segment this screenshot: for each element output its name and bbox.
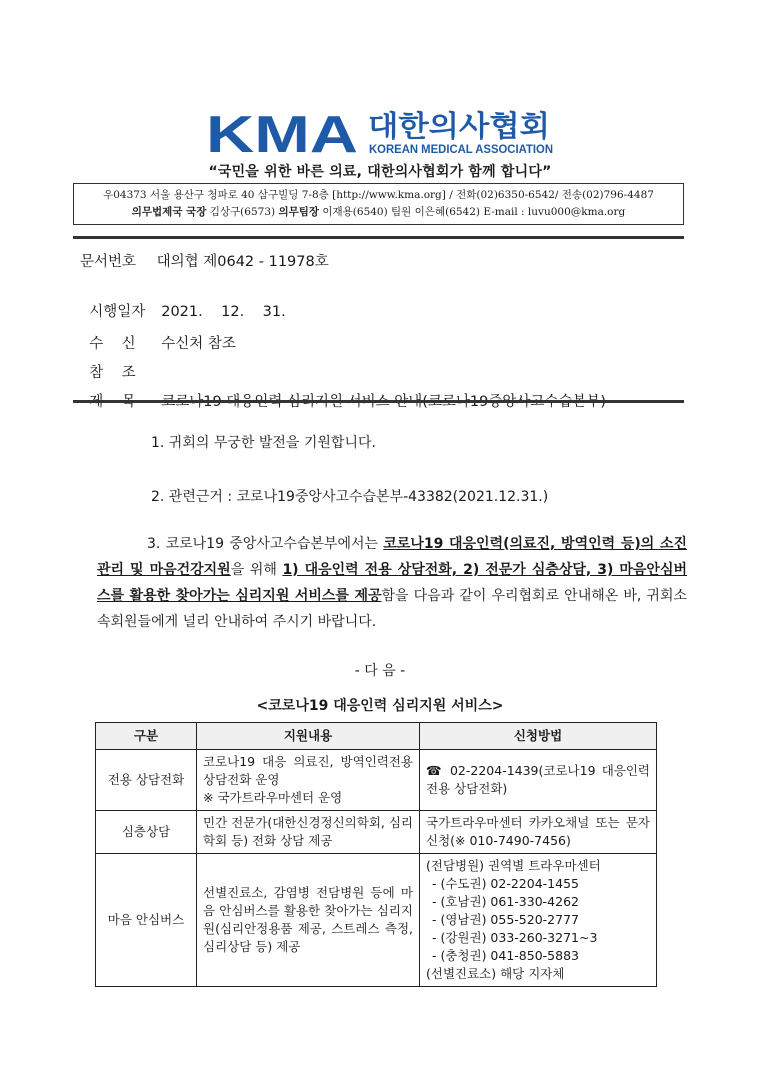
method-head: (전담병원) 권역별 트라우마센터 [426,858,601,873]
team-label: 의무팀장 [278,206,320,218]
dept-head: 김상구(6573) [209,206,276,218]
table-header-row [96,723,657,750]
row-method: 국가트라우마센터 카카오채널 또는 문자 신청(※ 010-7490-7456) [420,811,657,854]
p3-intro: 3. 코로나19 중앙사고수습본부에서는 [147,536,384,552]
kma-logo [206,108,566,158]
next-heading: - 다 음 - [354,663,406,679]
header-divider-top [73,236,684,239]
date-value: 2021. 12. 31. [161,304,286,320]
row-content: 민간 전문가(대한신경정신의학회, 심리학회 등) 전화 상담 제공 [197,811,420,854]
date-label: 시행일자 [89,304,146,320]
paragraph-3 [97,531,687,635]
header-category: 구분 [96,723,197,750]
p3-emphasis-2: 1) 대응인력 전용 상담전화, 2) 전문가 심층상담, 3) 마음안심버스를 활용한 찾아가는 심리지원 서비스를 제공 [97,562,687,604]
header-method: 신청방법 [420,723,657,750]
dept-label: 의무법제국 국장 [131,206,207,218]
recipient-value: 수신처 참조 [161,336,236,352]
reference-label: 참 조 [89,365,136,381]
row-category: 마음 안심버스 [96,854,197,987]
address-line: 우04373 서울 용산구 청파로 40 삼구빌딩 7-8층 [http://www.kma.org] / 전화(02)6350-6542/ 전송(02)796-4487 [103,189,654,201]
p3-emphasis-1: 코로나19 대응인력(의료진, 방역인력 등)의 소진관리 및 마음건강지원 [97,536,687,578]
doc-number-label: 문서번호 [80,254,137,270]
org-name-en: KOREAN MEDICAL ASSOCIATION [369,144,553,156]
subject-row [80,374,606,411]
method-line: - (수도권) 02-2204-1455 [432,876,579,891]
header-divider-bottom [73,400,684,403]
contact-line [74,204,683,221]
kma-logo-mark: KMA [206,108,358,158]
paragraph-2: 2. 관련근거 : 코로나19중앙사고수습본부-43382(2021.12.31.) [151,489,549,505]
row-method: ☎ 02-2204-1439(코로나19 대응인력전용 상담전화) [420,750,657,811]
address-box [73,183,684,225]
row-content-note: ※ 국가트라우마센터 운영 [203,790,343,805]
method-line: - (강원권) 033-260-3271~3 [432,930,598,945]
table-row [96,750,657,811]
p3-closing: 함을 다음과 같이 우리협회로 안내해온 바, 귀회소속회원들에게 널리 안내하여 주시기 바랍니다. [97,588,687,630]
org-name-ko: 대한의사협회 [368,109,550,143]
method-line: - (호남권) 061-330-4262 [432,894,579,909]
header-content: 지원내용 [197,723,420,750]
row-category: 심층상담 [96,811,197,854]
row-content-text: 코로나19 대응 의료진, 방역인력전용 상담전화 운영 [203,754,413,787]
row-content [197,750,420,811]
row-method [420,854,657,987]
paragraph-1: 1. 귀회의 무궁한 발전을 기원합니다. [151,435,376,451]
table-row [96,811,657,854]
doc-number-row [80,250,329,271]
doc-number-value: 대의협 제0642 - 11978호 [156,254,329,270]
table-title: <코로나19 대응인력 심리지원 서비스> [256,698,504,714]
row-category: 전용 상담전화 [96,750,197,811]
table-row [96,854,657,987]
team-contacts: 이재용(6540) 팀원 이은혜(6542) E-mail : luvu000@kma.org [322,206,626,218]
method-line: - (영남권) 055-520-2777 [432,912,579,927]
p3-middle: 을 위해 [230,562,283,578]
service-table [95,722,657,987]
method-line: - (충청권) 041-850-5883 [432,948,579,963]
slogan: “국민을 위한 바른 의료, 대한의사협회가 함께 합니다” [208,164,552,180]
recipient-label: 수 신 [89,336,136,352]
method-tail: (선별진료소) 해당 지자체 [426,966,565,981]
row-content: 선별진료소, 감염병 전담병원 등에 마음 안심버스를 활용한 찾아가는 심리지원(심리안정용품 제공, 스트레스 측정, 심리상담 등) 제공 [197,854,420,987]
